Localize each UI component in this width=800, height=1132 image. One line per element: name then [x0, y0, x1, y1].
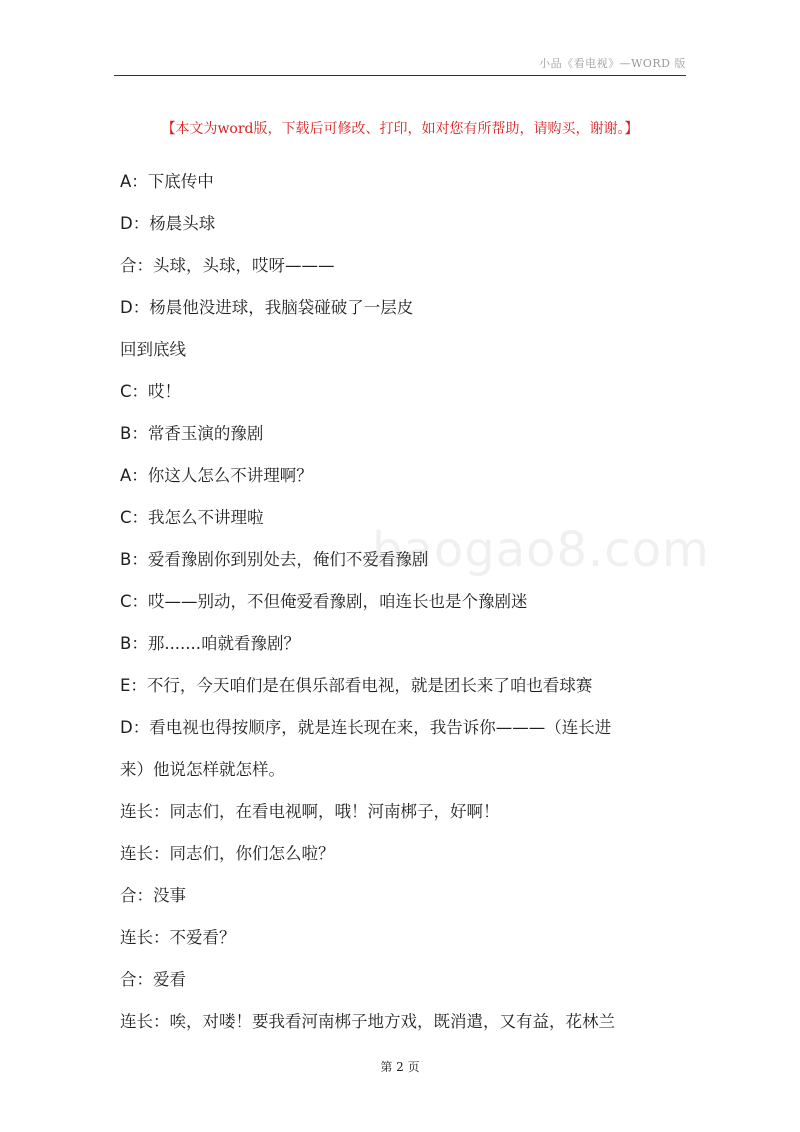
watermark: baogao8.com: [372, 522, 710, 578]
purchase-notice: 【本文为word版，下载后可修改、打印，如对您有所帮助，请购买，谢谢。】: [161, 121, 639, 137]
dialogue-line: B：常香玉演的豫剧: [120, 424, 264, 443]
dialogue-line: E：不行，今天咱们是在俱乐部看电视，就是团长来了咱也看球赛: [120, 676, 593, 695]
dialogue-line: 合：没事: [120, 886, 186, 905]
dialogue-line: A：下底传中: [120, 172, 214, 191]
dialogue-body: [120, 168, 690, 1050]
page-header: [114, 52, 686, 76]
dialogue-line: 连长：同志们，你们怎么啦？: [120, 844, 335, 863]
dialogue-line: 来）他说怎样就怎样。: [120, 760, 285, 779]
dialogue-line: 连长：不爱看？: [120, 928, 236, 947]
dialogue-line: C：哎——别动，不但俺爱看豫剧，咱连长也是个豫剧迷: [120, 592, 528, 611]
page-number: 第 2 页: [380, 1060, 420, 1074]
dialogue-line: D：杨晨头球: [120, 214, 216, 233]
dialogue-line: B：那.......咱就看豫剧？: [120, 634, 301, 653]
dialogue-line: 连长：同志们，在看电视啊，哦！河南梆子，好啊！: [120, 802, 500, 821]
dialogue-line: C：哎！: [120, 382, 182, 401]
dialogue-line: D：看电视也得按顺序，就是连长现在来，我告诉你———（连长进: [120, 718, 612, 737]
dialogue-line: A：你这人怎么不讲理啊？: [120, 466, 313, 485]
dialogue-line: D：杨晨他没进球，我脑袋碰破了一层皮: [120, 298, 414, 317]
dialogue-line: B：爱看豫剧你到别处去，俺们不爱看豫剧: [120, 550, 429, 569]
dialogue-line: C：我怎么不讲理啦: [120, 508, 264, 527]
dialogue-line: 回到底线: [120, 340, 186, 359]
dialogue-line: 合：爱看: [120, 970, 186, 989]
page-footer: [0, 1058, 800, 1076]
dialogue-line: 连长：唉，对喽！要我看河南梆子地方戏，既消遣，又有益，花林兰: [120, 1012, 615, 1031]
document-title: 小品《看电视》—WORD 版: [539, 57, 686, 70]
dialogue-line: 合：头球，头球，哎呀———: [120, 256, 335, 275]
